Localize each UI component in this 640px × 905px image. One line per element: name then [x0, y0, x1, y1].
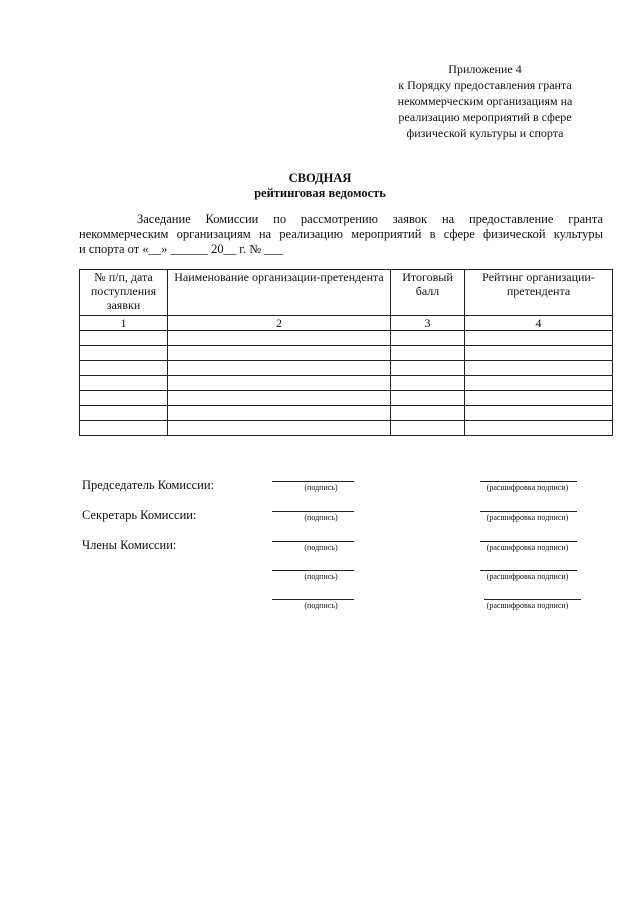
table-row	[80, 406, 613, 421]
table-cell	[465, 391, 613, 406]
intro-line-1: Заседание Комиссии по рассмотрению заявок на предоставление гранта	[137, 212, 603, 226]
signature-decode-caption: (расшифровка подписи)	[486, 572, 569, 581]
table-row	[80, 331, 613, 346]
table-row	[80, 421, 613, 436]
signature-decode-line[interactable]	[480, 511, 577, 512]
table-cell	[168, 331, 391, 346]
table-row	[80, 376, 613, 391]
table-cell	[80, 346, 168, 361]
table-cell	[80, 391, 168, 406]
appendix-line: к Порядку предоставления гранта	[398, 78, 572, 92]
table-cell	[80, 331, 168, 346]
header-cell-org-name: Наименование организации-претендента	[168, 270, 391, 316]
signature-line[interactable]	[272, 511, 354, 512]
table-cell	[168, 361, 391, 376]
signature-decode-caption: (расшифровка подписи)	[486, 601, 569, 610]
header-cell-rating: Рейтинг организации-претендента	[465, 270, 613, 316]
table-cell	[80, 421, 168, 436]
table-cell	[391, 421, 465, 436]
signature-caption: (подпись)	[304, 483, 338, 492]
appendix-block	[380, 61, 590, 141]
appendix-line: физической культуры и спорта	[406, 126, 564, 140]
table-cell	[465, 331, 613, 346]
document-title	[0, 171, 640, 201]
column-number-cell: 2	[168, 316, 391, 331]
table-cell	[168, 391, 391, 406]
signature-caption: (подпись)	[304, 572, 338, 581]
signature-caption: (подпись)	[304, 543, 338, 552]
table-cell	[168, 346, 391, 361]
column-number-cell: 4	[465, 316, 613, 331]
meeting-intro	[79, 212, 603, 257]
signature-decode-caption: (расшифровка подписи)	[486, 543, 569, 552]
table-cell	[391, 391, 465, 406]
appendix-line: Приложение 4	[448, 62, 522, 76]
table-cell	[465, 346, 613, 361]
signature-label-chairman: Председатель Комиссии:	[82, 478, 215, 492]
table-cell	[168, 376, 391, 391]
table-cell	[168, 421, 391, 436]
signature-label-members: Члены Комиссии:	[82, 538, 177, 552]
column-number-cell: 3	[391, 316, 465, 331]
table-cell	[465, 421, 613, 436]
table-cell	[465, 361, 613, 376]
table-cell	[391, 361, 465, 376]
signature-decode-line[interactable]	[480, 541, 577, 542]
signature-line[interactable]	[272, 599, 354, 600]
table-cell	[391, 406, 465, 421]
signature-line[interactable]	[272, 541, 354, 542]
column-number-cell: 1	[80, 316, 168, 331]
table-cell	[391, 376, 465, 391]
table-row	[80, 346, 613, 361]
appendix-line: реализацию мероприятий в сфере	[398, 110, 572, 124]
table-number-row	[80, 316, 613, 331]
table-cell	[80, 376, 168, 391]
header-cell-total-score: Итоговый балл	[391, 270, 465, 316]
signature-decode-caption: (расшифровка подписи)	[486, 513, 569, 522]
table-cell	[391, 346, 465, 361]
table-header-row	[80, 270, 613, 316]
table-row	[80, 391, 613, 406]
signature-decode-caption: (расшифровка подписи)	[486, 483, 569, 492]
signature-line[interactable]	[272, 481, 354, 482]
rating-table	[79, 269, 613, 436]
title-line-1: СВОДНАЯ	[288, 171, 352, 185]
table-cell	[465, 406, 613, 421]
signature-caption: (подпись)	[304, 513, 338, 522]
table-cell	[168, 406, 391, 421]
table-cell	[391, 331, 465, 346]
intro-line-2: некоммерческим организациям на реализацию мероприятий в сфере физической культуры	[79, 227, 603, 241]
signature-decode-line[interactable]	[484, 599, 581, 600]
signature-decode-line[interactable]	[480, 570, 577, 571]
title-line-2: рейтинговая ведомость	[254, 186, 386, 200]
header-cell-number-date: № п/п, дата поступления заявки	[80, 270, 168, 316]
table-cell	[465, 376, 613, 391]
table-cell	[80, 406, 168, 421]
signature-caption: (подпись)	[304, 601, 338, 610]
signature-line[interactable]	[272, 570, 354, 571]
table-row	[80, 361, 613, 376]
signature-label-secretary: Секретарь Комиссии:	[82, 508, 197, 522]
appendix-line: некоммерческим организациям на	[397, 94, 573, 108]
signature-decode-line[interactable]	[480, 481, 577, 482]
table-cell	[80, 361, 168, 376]
intro-line-3: и спорта от «__» ______ 20__ г. № ___	[79, 242, 283, 256]
